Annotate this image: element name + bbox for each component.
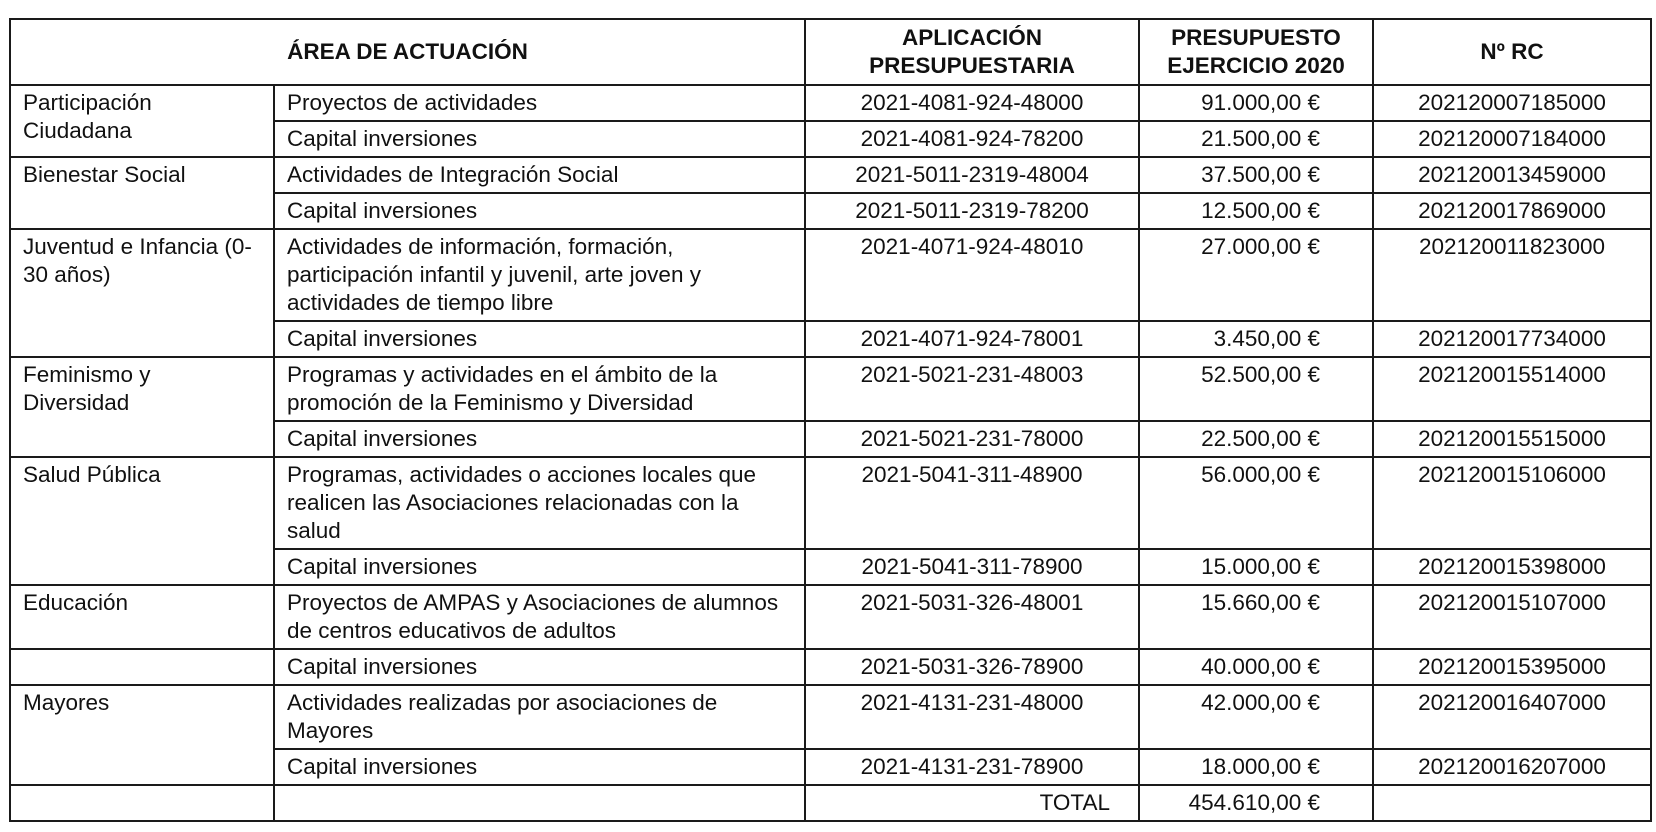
concept-cell: Capital inversiones [274, 421, 805, 457]
concept-cell: Proyectos de actividades [274, 85, 805, 121]
concept-cell: Actividades de información, formación, participación infantil y juvenil, arte joven y actividades de tiempo libre [274, 229, 805, 321]
total-label: TOTAL [805, 785, 1139, 821]
area-empty-cell [10, 649, 274, 685]
amount-cell: 40.000,00 € [1139, 649, 1373, 685]
amount-cell: 18.000,00 € [1139, 749, 1373, 785]
total-empty-cell [274, 785, 805, 821]
concept-cell: Actividades de Integración Social [274, 157, 805, 193]
aplicacion-cell: 2021-4081-924-78200 [805, 121, 1139, 157]
concept-cell: Programas, actividades o acciones locales que realicen las Asociaciones relacionadas con la salud [274, 457, 805, 549]
aplicacion-cell: 2021-5021-231-48003 [805, 357, 1139, 421]
aplicacion-cell: 2021-5011-2319-48004 [805, 157, 1139, 193]
amount-cell: 37.500,00 € [1139, 157, 1373, 193]
aplicacion-cell: 2021-5021-231-78000 [805, 421, 1139, 457]
concept-cell: Capital inversiones [274, 193, 805, 229]
total-empty-cell [10, 785, 274, 821]
header-row [10, 19, 1651, 85]
table-row [10, 585, 1651, 649]
rc-cell: 202120015514000 [1373, 357, 1651, 421]
amount-cell: 3.450,00 € [1139, 321, 1373, 357]
concept-cell: Capital inversiones [274, 649, 805, 685]
amount-cell: 12.500,00 € [1139, 193, 1373, 229]
aplicacion-cell: 2021-4071-924-48010 [805, 229, 1139, 321]
rc-cell: 202120015107000 [1373, 585, 1651, 649]
amount-cell: 15.000,00 € [1139, 549, 1373, 585]
aplicacion-cell: 2021-4131-231-78900 [805, 749, 1139, 785]
aplicacion-cell: 2021-5031-326-48001 [805, 585, 1139, 649]
aplicacion-cell: 2021-5041-311-48900 [805, 457, 1139, 549]
rc-cell: 202120015106000 [1373, 457, 1651, 549]
concept-cell: Actividades realizadas por asociaciones de Mayores [274, 685, 805, 749]
total-empty-cell [1373, 785, 1651, 821]
table-row [10, 229, 1651, 321]
total-amount: 454.610,00 € [1139, 785, 1373, 821]
amount-cell: 42.000,00 € [1139, 685, 1373, 749]
concept-cell: Capital inversiones [274, 749, 805, 785]
area-name: Mayores [10, 685, 274, 785]
amount-cell: 27.000,00 € [1139, 229, 1373, 321]
rc-cell: 202120015515000 [1373, 421, 1651, 457]
rc-cell: 202120013459000 [1373, 157, 1651, 193]
table-row [10, 685, 1651, 749]
area-name: Feminismo y Diversidad [10, 357, 274, 457]
header-area: ÁREA DE ACTUACIÓN [10, 19, 805, 85]
amount-cell: 21.500,00 € [1139, 121, 1373, 157]
table-row [10, 157, 1651, 193]
concept-cell: Proyectos de AMPAS y Asociaciones de alumnos de centros educativos de adultos [274, 585, 805, 649]
rc-cell: 202120016407000 [1373, 685, 1651, 749]
area-name: Bienestar Social [10, 157, 274, 229]
amount-cell: 52.500,00 € [1139, 357, 1373, 421]
rc-cell: 202120007185000 [1373, 85, 1651, 121]
rc-cell: 202120011823000 [1373, 229, 1651, 321]
rc-cell: 202120017734000 [1373, 321, 1651, 357]
table-row [10, 85, 1651, 121]
aplicacion-cell: 2021-4131-231-48000 [805, 685, 1139, 749]
amount-cell: 15.660,00 € [1139, 585, 1373, 649]
rc-cell: 202120015395000 [1373, 649, 1651, 685]
rc-cell: 202120015398000 [1373, 549, 1651, 585]
header-presupuesto: PRESUPUESTO EJERCICIO 2020 [1139, 19, 1373, 85]
aplicacion-cell: 2021-4081-924-48000 [805, 85, 1139, 121]
concept-cell: Capital inversiones [274, 321, 805, 357]
aplicacion-cell: 2021-5041-311-78900 [805, 549, 1139, 585]
rc-cell: 202120007184000 [1373, 121, 1651, 157]
aplicacion-cell: 2021-5011-2319-78200 [805, 193, 1139, 229]
rc-cell: 202120016207000 [1373, 749, 1651, 785]
concept-cell: Programas y actividades en el ámbito de la promoción de la Feminismo y Diversidad [274, 357, 805, 421]
area-name: Salud Pública [10, 457, 274, 585]
header-aplicacion: APLICACIÓN PRESUPUESTARIA [805, 19, 1139, 85]
amount-cell: 22.500,00 € [1139, 421, 1373, 457]
budget-table [9, 18, 1652, 822]
aplicacion-cell: 2021-5031-326-78900 [805, 649, 1139, 685]
rc-cell: 202120017869000 [1373, 193, 1651, 229]
table-row [10, 357, 1651, 421]
total-row [10, 785, 1651, 821]
table-row [10, 457, 1651, 549]
amount-cell: 56.000,00 € [1139, 457, 1373, 549]
header-rc: Nº RC [1373, 19, 1651, 85]
table-row [10, 649, 1651, 685]
concept-cell: Capital inversiones [274, 121, 805, 157]
aplicacion-cell: 2021-4071-924-78001 [805, 321, 1139, 357]
area-name: Participación Ciudadana [10, 85, 274, 157]
area-name: Juventud e Infancia (0-30 años) [10, 229, 274, 357]
concept-cell: Capital inversiones [274, 549, 805, 585]
amount-cell: 91.000,00 € [1139, 85, 1373, 121]
area-name: Educación [10, 585, 274, 649]
